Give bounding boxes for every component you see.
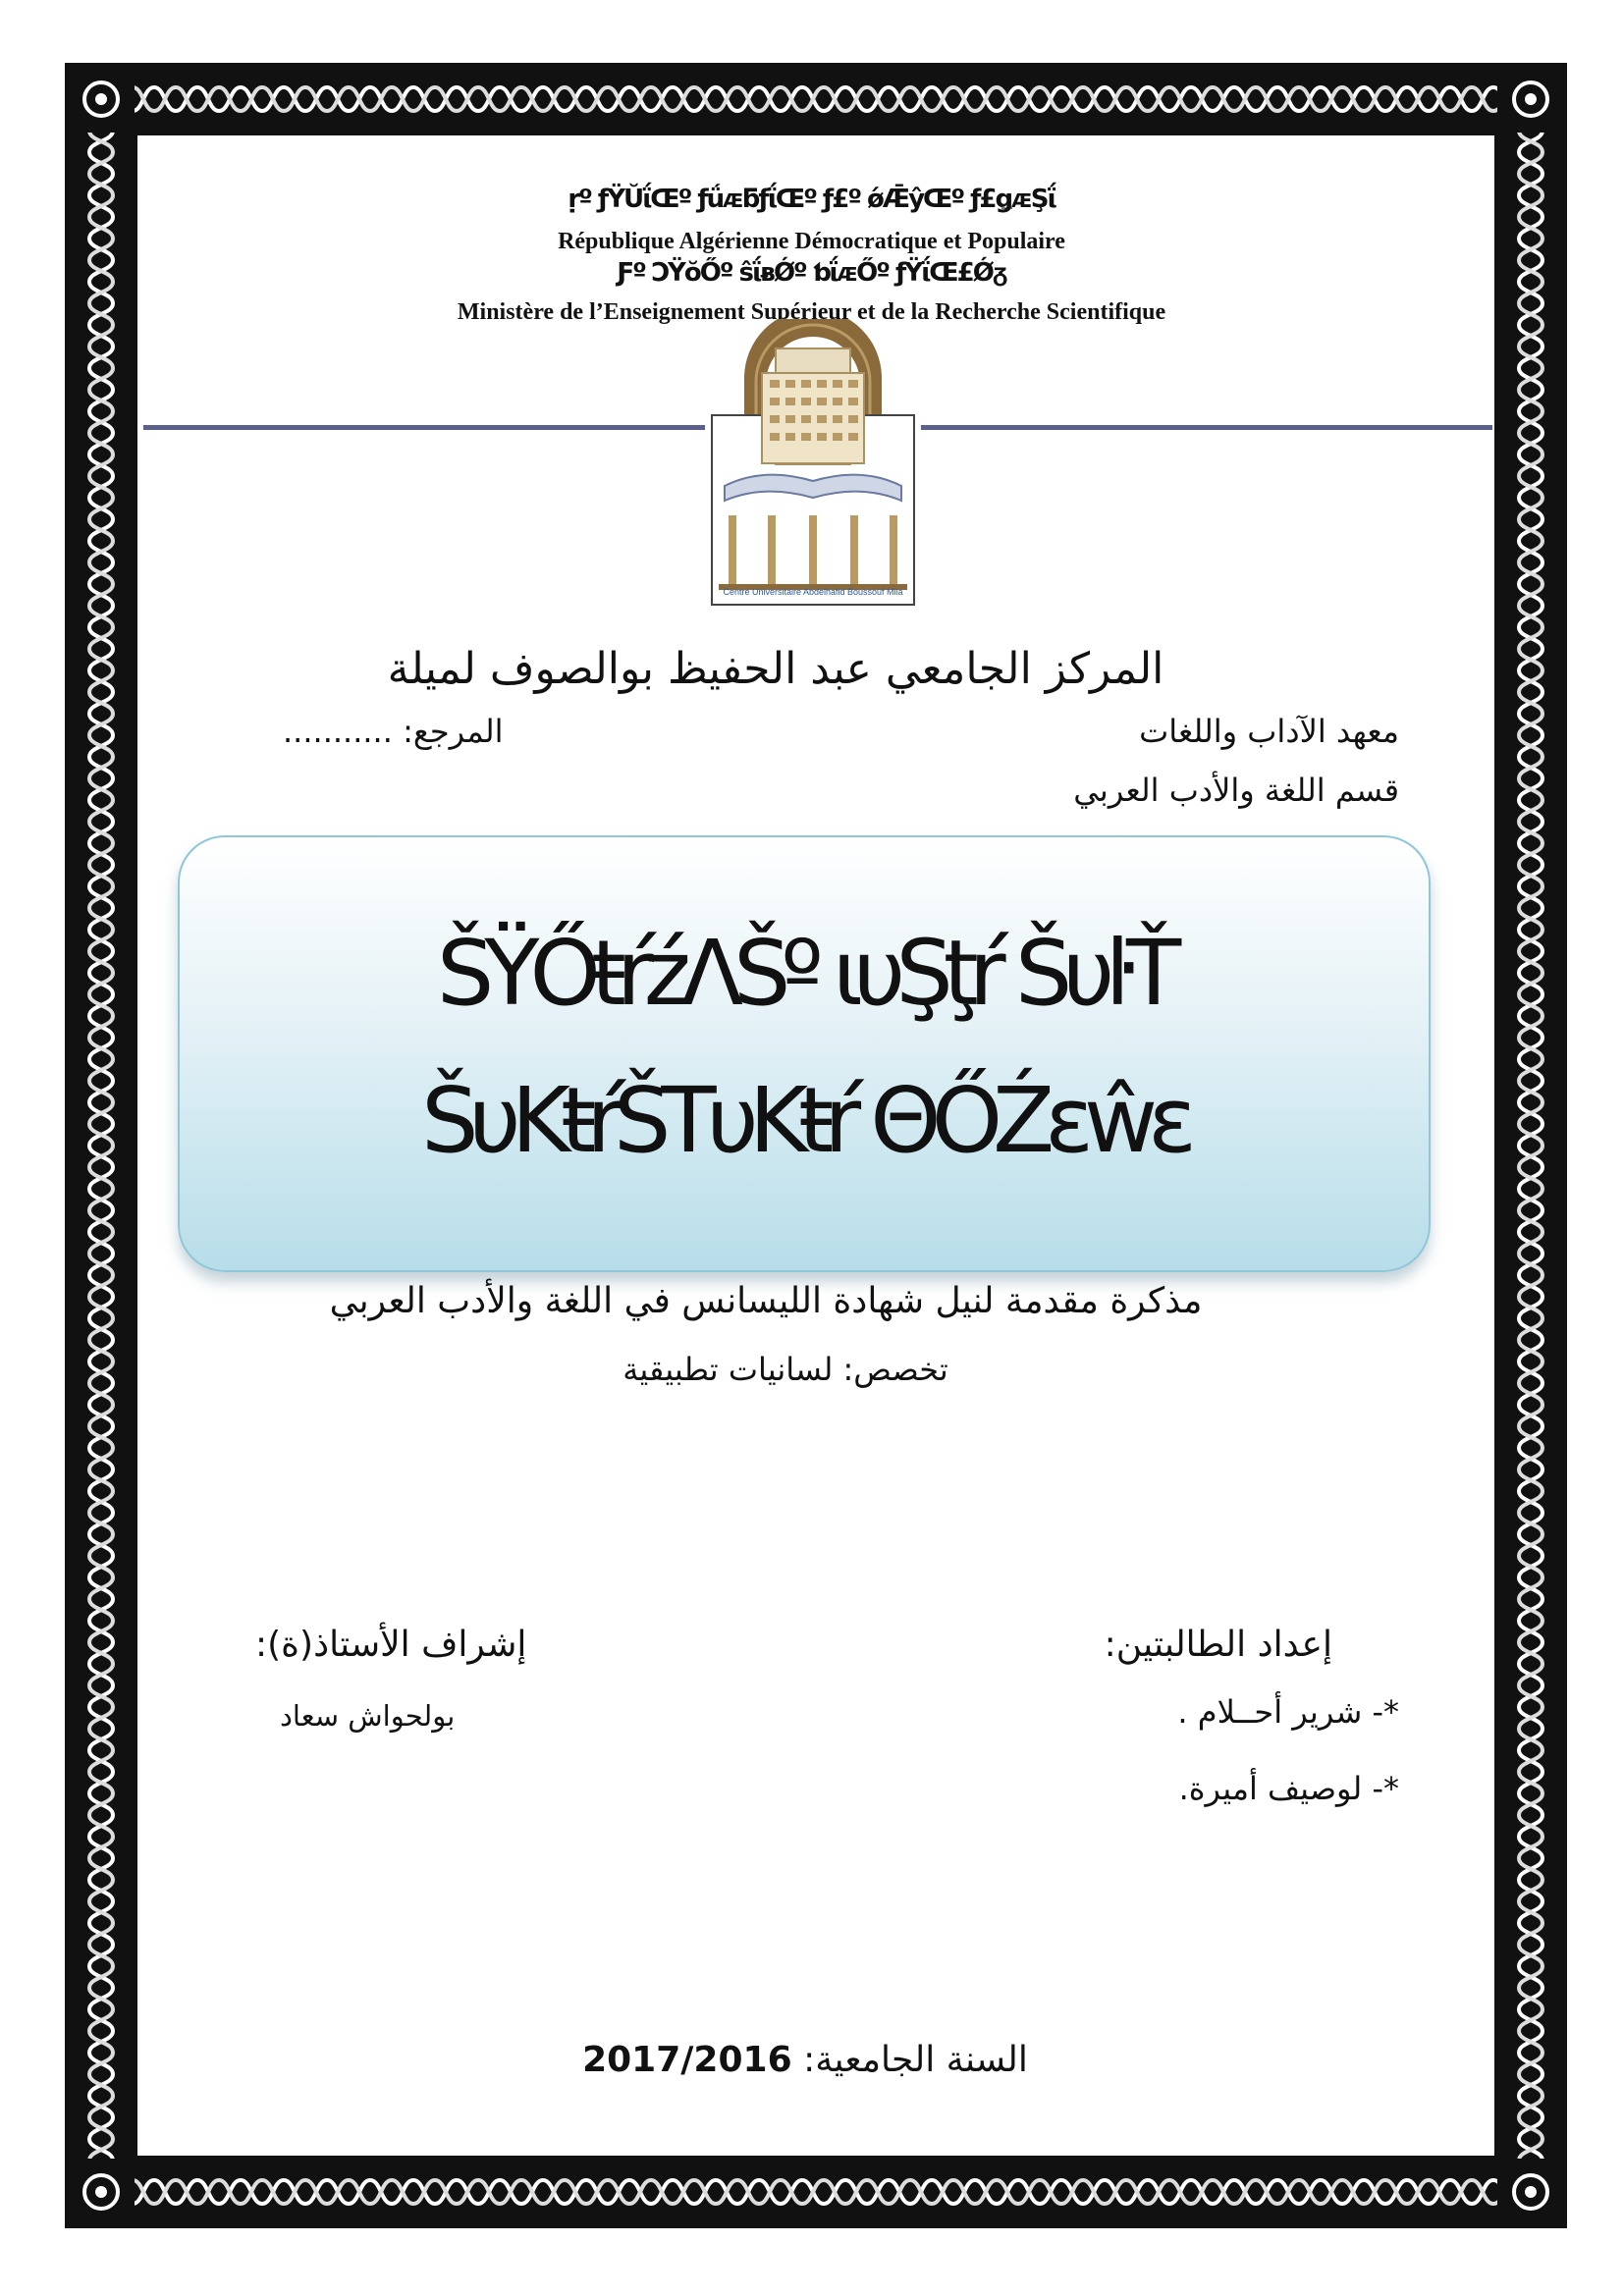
thesis-title-box [178, 835, 1431, 1272]
students-label: إعداد الطالبتين: [1104, 1625, 1332, 1665]
republic-title-french: République Algérienne Démocratique et Populaire [558, 229, 1065, 254]
ministry-title-arabic: Ƒº ϽΫŏŐº ŝΐᴃǾº ƅΐᴁŐº ƒΫΐŒ£Ǿᵹ [617, 258, 1006, 288]
corner-ornament-top-left [68, 66, 135, 133]
academic-year-label: السنة الجامعية: [803, 2040, 1028, 2080]
border-chain-bottom [68, 2159, 1564, 2225]
supervisor-label: إشراف الأستاذ(ة): [255, 1625, 527, 1665]
republic-title-arabic: ṛº ƒΫŬΐŒº ƒǘᴁƃƒΐŒº ƒ£º ǿǢŷŒº ƒ£ǥᴁŞΐ [568, 185, 1055, 214]
corner-ornament-top-right [1497, 66, 1564, 133]
corner-ornament-bottom-left [68, 2159, 135, 2225]
memo-purpose: مذكرة مقدمة لنيل شهادة الليسانس في اللغة والأدب العربي [329, 1281, 1203, 1321]
chain-pattern-right [1497, 66, 1564, 2225]
thesis-title-line-1: ŠΫŐŧŕźΛŠº ιυŞţŕ ŠυŀŤ [436, 921, 1172, 1026]
ministry-title-french: Ministère de l’Enseignement Supérieur et de la Recherche Scientifique [457, 299, 1166, 325]
institute-name: معهد الآداب واللغات [1139, 713, 1399, 750]
border-chain-left [68, 66, 135, 2225]
student-name-1: *- شرير أحــلام . [1177, 1693, 1399, 1731]
border-chain-top [68, 66, 1564, 133]
chain-pattern-top [68, 66, 1564, 133]
reference-field: المرجع: ........... [283, 713, 504, 750]
chain-pattern-left [68, 66, 135, 2225]
department-name: قسم اللغة والأدب العربي [1073, 772, 1399, 809]
thesis-title-line-2: ŠυΚŧŕŠΤυΚŧŕ ΘŐŹɛŵɛ [421, 1068, 1187, 1173]
supervisor-name: بولحواش سعاد [280, 1699, 456, 1733]
institution-center-name: المركز الجامعي عبد الحفيظ بوالصوف لميلة [387, 644, 1164, 694]
academic-year-value: 2017/2016 [582, 2040, 792, 2080]
university-logo [705, 319, 921, 607]
border-chain-right [1497, 66, 1564, 2225]
academic-year [560, 2040, 1051, 2080]
student-name-2: *- لوصيف أميرة. [1178, 1770, 1399, 1807]
header-rule-right [921, 425, 1492, 430]
specialty-line: تخصص: لسانيات تطبيقية [622, 1351, 948, 1388]
header-rule-left [143, 425, 705, 430]
logo-caption: Centre Universitaire Abdelhafid Boussouf Mila [723, 587, 903, 597]
corner-ornament-bottom-right [1497, 2159, 1564, 2225]
chain-pattern-bottom [68, 2159, 1564, 2225]
